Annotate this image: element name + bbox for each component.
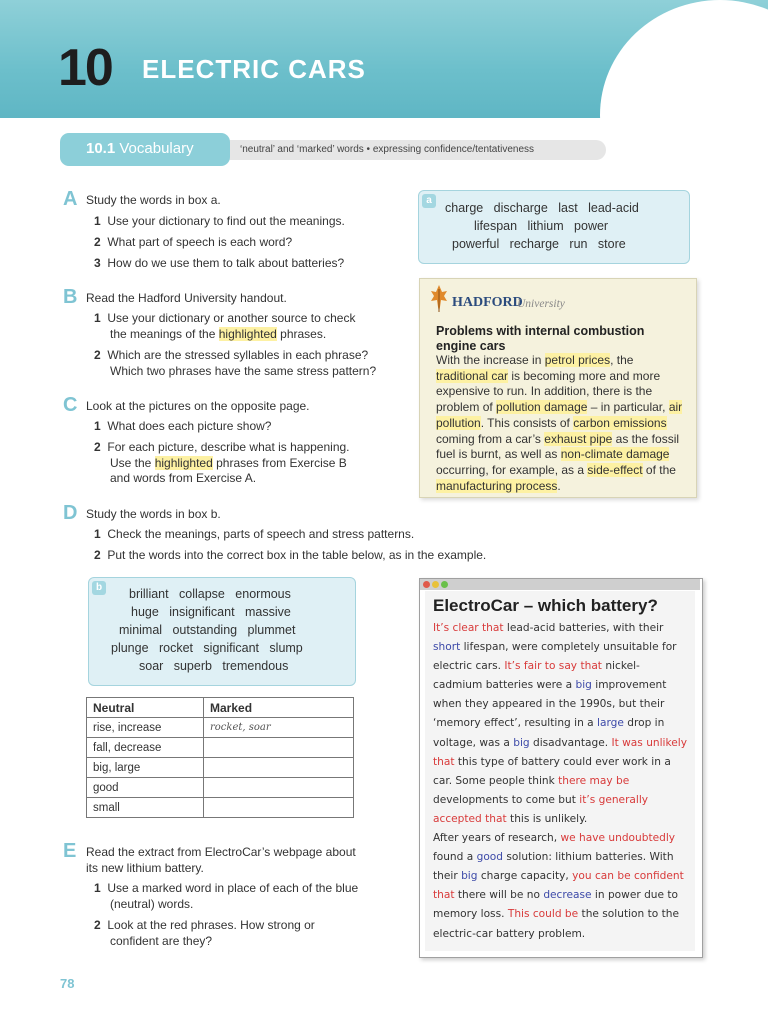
table-header-row (87, 698, 354, 718)
box-b-line-4: plunge rocket significant slump (111, 641, 303, 655)
window-maximize-icon (441, 581, 448, 588)
table-cell-neutral: big, large (87, 758, 204, 778)
handout-title: Problems with internal combustion engine cars (436, 324, 645, 353)
box-a-line-2: lifespan lithium power (474, 219, 609, 233)
electrocar-body-text: It’s clear that lead-acid batteries, with their short lifespan, were completely unsuitable for electric cars. It’s fair to say that nickel-cadmium batteries were a big improvement when they appeared in the 1990s, but their ‘memory effect’, resulting in a large drop in voltage, was a big disadvantage. It was unlikely that this type of battery could ever work in a car. Some people think there may be developments to come but it’s generally accepted that this is unlikely. After years of research, we have undoubtedly found a good solution: lithium batteries. With their big charge capacity, you can be confident that there will be no decrease in power due to memory loss. This could be the solution to the electric-car battery problem. (433, 622, 687, 940)
exercise-b-item-1: 1 Use your dictionary or another source to check the meanings of the highlighted phrases. (94, 311, 356, 341)
table-row (87, 798, 354, 818)
table-cell-neutral: rise, increase (87, 718, 204, 738)
section-topics: ‘neutral’ and ‘marked’ words • expressing confidence/tentativeness (240, 144, 535, 155)
table-cell-neutral: fall, decrease (87, 738, 204, 758)
table-cell-marked[interactable] (204, 778, 354, 798)
word-box-a-label: a (422, 194, 436, 208)
box-b-line-5: soar superb tremendous (139, 659, 289, 673)
table-cell-neutral: small (87, 798, 204, 818)
exercise-d-letter: D (63, 502, 78, 524)
window-title-bar (420, 579, 700, 590)
table-row (87, 778, 354, 798)
maple-leaf-icon (430, 283, 448, 313)
section-label (86, 140, 194, 157)
page-number: 78 (60, 976, 75, 991)
table-cell-marked[interactable] (204, 798, 354, 818)
box-b-line-1: brilliant collapse enormous (129, 587, 291, 601)
neutral-marked-table (86, 697, 354, 818)
hadford-logo-university: University (517, 298, 565, 310)
box-b-line-3: minimal outstanding plummet (119, 623, 296, 637)
exercise-c-item-1: 1 What does each picture show? (94, 419, 272, 433)
exercise-d-item-2: 2 Put the words into the correct box in the table below, as in the example. (94, 548, 487, 562)
box-a-line-3: powerful recharge run store (452, 237, 626, 251)
section-title: Vocabulary (119, 140, 194, 157)
table-cell-neutral: good (87, 778, 204, 798)
section-number: 10.1 (86, 140, 116, 157)
exercise-b-item-2: 2 Which are the stressed syllables in each phrase? Which two phrases have the same stress pattern? (94, 348, 377, 378)
table-cell-marked[interactable]: rocket, soar (204, 718, 354, 738)
table-header-neutral: Neutral (87, 698, 204, 718)
exercise-a-item-3: 3 How do we use them to talk about batteries? (94, 256, 345, 270)
exercise-a-item-1: 1 Use your dictionary to find out the meanings. (94, 214, 345, 228)
window-close-icon (423, 581, 430, 588)
exercise-b-letter: B (63, 286, 78, 308)
exercise-a-item-2: 2 What part of speech is each word? (94, 235, 293, 249)
electrocar-title: ElectroCar – which battery? (433, 596, 658, 615)
exercise-d-instruction: Study the words in box b. (86, 507, 221, 521)
exercise-c-letter: C (63, 394, 78, 416)
unit-title: ELECTRIC CARS (142, 54, 366, 84)
handout-body: With the increase in petrol prices, the traditional car is becoming more and more expensive to run. In addition, there is the problem of pollution damage – in particular, air pollution. This consists of carbon emissions coming from a car’s exhaust pipe as the fossil fuel is burnt, as well as non-climate damage occurring, for example, as a side-effect of the manufacturing process. (436, 353, 683, 493)
exercise-e-letter: E (63, 840, 77, 862)
table-header-marked: Marked (204, 698, 354, 718)
exercise-d-item-1: 1 Check the meanings, parts of speech and stress patterns. (94, 527, 415, 541)
exercise-e-instruction: Read the extract from ElectroCar’s webpage about its new lithium battery. (86, 845, 356, 875)
window-minimize-icon (432, 581, 439, 588)
unit-number: 10 (58, 39, 112, 97)
exercise-b-instruction: Read the Hadford University handout. (86, 291, 287, 305)
table-row (87, 758, 354, 778)
box-a-line-1: charge discharge last lead-acid (445, 201, 639, 215)
exercise-c-item-2: 2 For each picture, describe what is happening. Use the highlighted phrases from Exercise B and words from Exercise A. (94, 440, 350, 485)
table-cell-marked[interactable] (204, 758, 354, 778)
box-b-line-2: huge insignificant massive (131, 605, 291, 619)
word-box-b-label: b (92, 581, 106, 595)
exercise-e-item-2: 2 Look at the red phrases. How strong or confident are they? (94, 918, 315, 948)
hadford-logo-text: HADFORD (452, 295, 523, 310)
exercise-c-instruction: Look at the pictures on the opposite page. (86, 399, 310, 413)
exercise-a-instruction: Study the words in box a. (86, 193, 221, 207)
table-cell-marked[interactable] (204, 738, 354, 758)
exercise-e-item-1: 1 Use a marked word in place of each of the blue (neutral) words. (94, 881, 359, 911)
table-row (87, 738, 354, 758)
exercise-a-letter: A (63, 188, 78, 210)
table-row (87, 718, 354, 738)
